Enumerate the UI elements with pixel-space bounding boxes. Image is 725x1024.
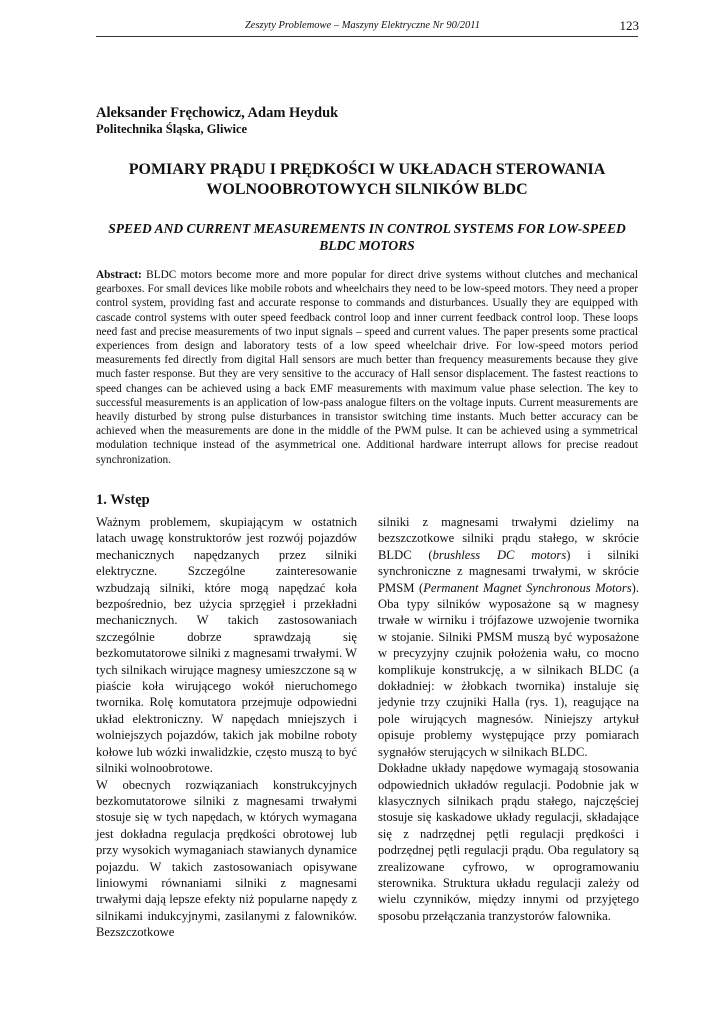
abstract-text: BLDC motors become more and more popular for direct drive systems without clutches and mechanical gearboxes. For small devices like mobile robots and wheelchairs they need to be low-speed motors. They need a proper control system, providing fast and accurate response to commands and disturbances. Usually they are equipped with cascade control systems with outer speed feedback control loop and inner current feedback control loop. These loops need fast and precise measurements of two input signals – speed and current values. The paper presents some practical experiences from design and laboratory tests of a low speed wheelchair drive. For low-speed motors period measurements fed directly from digital Hall sensors are much better than frequency measurements because they give much faster response. But they are very sensitive to the accuracy of Hall sensor displacement. The fastest reactions to speed changes can be achieved using a back EMF measurements with maximum value phase selection. The key to successful measurements is an application of low-pass analogue filters on the voltage inputs. Current measurements are heavily disturbed by strong pulse disturbances in transistor switching time instants. Much better accuracy can be achieved when the measurements are done in the middle of the PWM pulse. It can be achieved using a symmetrical modulation technique instead of the asymmetrical one. Additional hardware interrupt allows for precise readout synchronization.: [96, 269, 638, 466]
header-divider: [96, 36, 638, 37]
abstract-label: Abstract:: [96, 269, 142, 281]
text-run: ) i silniki synchroniczne z magnesami trwałymi, w skrócie PMSM (: [378, 547, 639, 595]
text-run-italic: Permanent Magnet Synchronous Motors: [423, 580, 632, 595]
paragraph: [378, 514, 639, 760]
section-heading: 1. Wstęp: [96, 492, 150, 508]
text-run: silniki z magnesami trwałymi dzielimy na bezszczotkowe silniki prądu stałego, w skrócie BLDC (: [378, 515, 639, 562]
title-english: SPEED AND CURRENT MEASUREMENTS IN CONTROL SYSTEMS FOR LOW-SPEED BLDC MOTORS: [108, 221, 626, 253]
column-right: [378, 514, 639, 924]
paragraph: Ważnym problemem, skupiającym w ostatnich latach uwagę konstruktorów jest rozwój pojazdów mechanicznych napędzanych przez silniki elektryczne. Szczególne zainteresowanie wzbudzają silniki, które mogą napędzać koła bezpośrednio, bez użycia sprzęgieł i przekładni mechanicznych. W takich zastosowaniach szczególnie dobrze sprawdzają się bezkomutatorowe silniki z magnesami trwałymi. W tych silnikach wirujące magnesy umieszczone są w piaście koła wirującego wokół nieruchomego twornika. Rolę komutatora przejmuje odpowiedni układ elektroniczny. W napędach mniejszych i wolniejszych pojazdów, takich jak mobilne roboty kołowe lub wózki inwalidzkie, często muszą to być silniki wolnoobrotowe.: [96, 515, 357, 776]
column-left: [96, 514, 357, 941]
authors: Aleksander Fręchowicz, Adam Heyduk: [96, 105, 339, 121]
abstract: [96, 268, 638, 467]
running-header: Zeszyty Problemowe – Maszyny Elektryczne Nr 90/2011: [244, 20, 481, 31]
title-polish: POMIARY PRĄDU I PRĘDKOŚCI W UKŁADACH STEROWANIA WOLNOOBROTOWYCH SILNIKÓW BLDC: [128, 161, 606, 198]
paragraph: Dokładne układy napędowe wymagają stosowania odpowiednich układów regulacji. Podobnie jak w klasycznych silnikach prądu stałego, najczęściej stosuje się kaskadowe układy regulacji, składające się z nadrzędnej pętli regulacji prędkości i podrzędnej pętli regulacji prądu. Oba regulatory są zrealizowane cyfrowo, w oprogramowaniu sterownika. Struktura układu regulacji zależy od wielu czynników, między innymi od przyjętego sposobu przełączania tranzystorów falownika.: [378, 761, 639, 923]
affiliation: Politechnika Śląska, Gliwice: [96, 122, 248, 136]
text-run-italic: brushless DC motors: [432, 547, 567, 562]
text-run: ). Oba typy silników wyposażone są w magnesy trwałe w wirniku i trójfazowe uzwojenie twornika w stojanie. Silniki PMSM muszą być wyposażone w precyzyjny czujnik położenia wału, co mocno komplikuje konstrukcję, a w silnikach BLDC (a dokładniej: w żłobkach twornika) instaluje się jedynie trzy czujniki Halla (rys. 1), reagujące na pole wirujących magnesów. Niniejszy artykuł opisuje problemy występujące przy pomiarach sygnałów sterujących w silnikach BLDC.: [378, 580, 639, 759]
paragraph: W obecnych rozwiązaniach konstrukcyjnych bezkomutatorowe silniki z magnesami trwałymi stosuje się w tych napędach, w których wymagana jest dokładna regulacja prędkości obrotowej lub przy wysokich wymaganiach stawianych dynamice pojazdu. W takich zastosowaniach opisywane liniowymi równaniami silniki z magnesami trwałymi dają lepsze efekty niż popularne napędy z silnikami indukcyjnymi, zasilanymi z falowników. Bezszczotkowe: [96, 777, 357, 940]
page-number: 123: [619, 18, 639, 33]
